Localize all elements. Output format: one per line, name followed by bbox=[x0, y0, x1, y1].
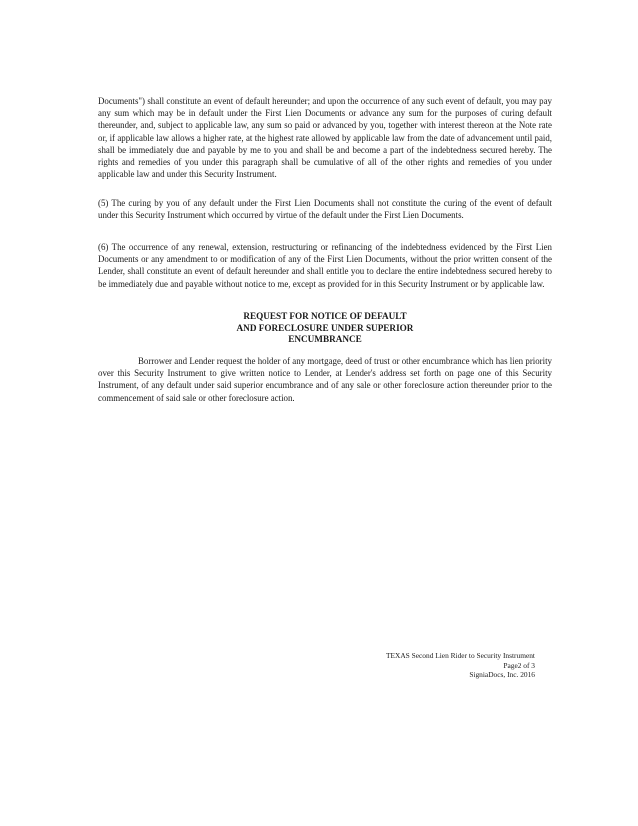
paragraph-text: Borrower and Lender request the holder of any mortgage, deed of trust or other encumbrance which has lien priority over this Security Instrument to give written notice to Lender, at Lender's address set forth on page one of this Security Instrument, of any default under said superior encumbrance and of any sale or other foreclosure action thereunder prior to the commencement of said sale or other foreclosure action. bbox=[98, 356, 552, 403]
section-heading bbox=[98, 311, 552, 346]
paragraph-text: (5) The curing by you of any default under the First Lien Documents shall not constitute the curing of the event of default under this Security Instrument which occurred by virtue of the default under the First Lien Documents. bbox=[98, 198, 552, 221]
paragraph-text: (6) The occurrence of any renewal, extension, restructuring or refinancing of the indebtedness evidenced by the First Lien Documents or any amendment to or modification of any of the First Lien Documents, without the prior written consent of the Lender, shall constitute an event of default hereunder and shall entitle you to declare the entire indebtedness secured hereby to be immediately due and payable without notice to me, except as provided for in this Security Instrument or by applicable law. bbox=[98, 242, 552, 289]
paragraph-text: Documents") shall constitute an event of default hereunder; and upon the occurrence of any such event of default, you may pay any sum which may be in default under the First Lien Documents or advance any sum for the purposes of curing default thereunder, and, subject to applicable law, any sum so paid or advanced by you, together with interest thereon at the Note rate or, if applicable law allows a higher rate, at the highest rate allowed by applicable law from the date of advancement until paid, shall be immediately due and payable by me to you and shall be and become a part of the indebtedness secured hereby. The rights and remedies of you under this paragraph shall be cumulative of all of the other rights and remedies of you under applicable law and under this Security Instrument. bbox=[98, 96, 552, 180]
footer-page-number: Page2 of 3 bbox=[503, 660, 535, 670]
footer-doc-title: TEXAS Second Lien Rider to Security Instrument bbox=[385, 651, 535, 660]
heading-line-1: REQUEST FOR NOTICE OF DEFAULT bbox=[243, 311, 407, 321]
paragraph-notice-request bbox=[98, 355, 552, 404]
footer-copyright: SigniaDocs, Inc. 2016 bbox=[469, 670, 535, 680]
paragraph-6-renewal bbox=[98, 241, 552, 290]
page-footer bbox=[300, 651, 535, 680]
heading-line-3: ENCUMBRANCE bbox=[288, 334, 362, 345]
paragraph-5-curing bbox=[98, 197, 552, 221]
heading-line-2: AND FORECLOSURE UNDER SUPERIOR bbox=[236, 322, 414, 333]
paragraph-default-continuation bbox=[98, 95, 552, 180]
